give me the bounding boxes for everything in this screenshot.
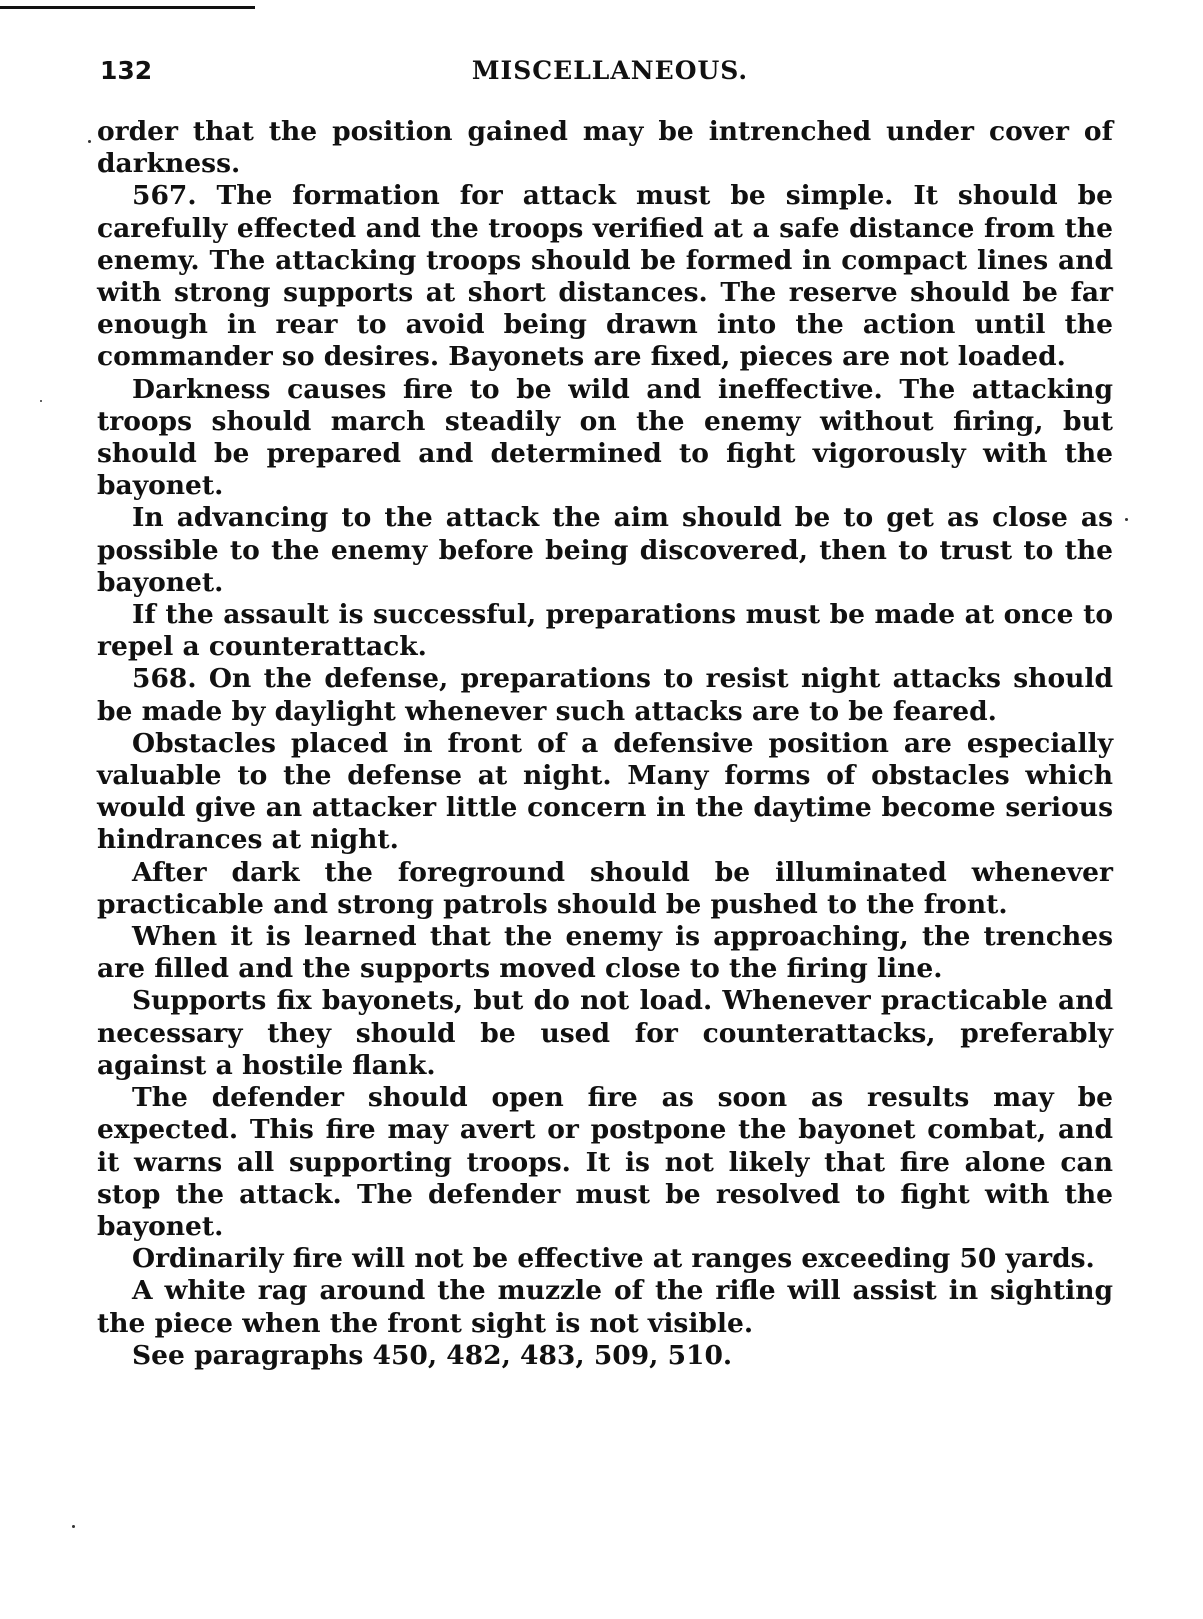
paragraph-text: The defender should open fire as soon as results may be expected. This fire may avert or postpone the bayonet combat, and it warns all supporting troops. It is not likely that fire alone can stop the attack. The defender must be resolved to fight with the bayonet.: [97, 1082, 1113, 1242]
paragraph: [97, 921, 1113, 985]
paragraph-text: A white rag around the muzzle of the rifle will assist in sighting the piece when the front sight is not visible.: [97, 1275, 1113, 1339]
print-speck: [88, 140, 91, 143]
paragraph: [97, 116, 1113, 180]
top-rule: [0, 6, 255, 9]
print-speck: [1125, 518, 1128, 521]
paragraph-text: On the defense, preparations to resist night attacks should be made by daylight whenever such attacks are to be feared.: [97, 663, 1113, 727]
paragraph-text: The formation for attack must be simple. It should be carefully effected and the troops verified at a safe distance from the enemy. The attacking troops should be formed in compact lines and with strong supports at short distances. The reserve should be far enough in rear to avoid being drawn into the action until the commander so desires. Bayonets are fixed, pieces are not loaded.: [97, 180, 1113, 373]
paragraph: [97, 857, 1113, 921]
paragraph-text: If the assault is successful, preparations must be made at once to repel a counterattack.: [97, 599, 1113, 663]
page-number: 132: [100, 56, 153, 85]
running-head: MISCELLANEOUS.: [471, 56, 749, 85]
paragraph-number: 567.: [132, 180, 197, 212]
paragraph-text: See paragraphs 450, 482, 483, 509, 510.: [132, 1339, 733, 1371]
paragraph-text: Darkness causes fire to be wild and ineffective. The attacking troops should march steadily on the enemy without firing, but should be prepared and determined to fight vigorously with the bayonet.: [97, 373, 1113, 502]
paragraph: [97, 728, 1113, 857]
paragraph: [97, 1275, 1113, 1339]
body-text: [97, 116, 1113, 1372]
paragraph: [97, 1340, 1113, 1372]
paragraph-text: After dark the foreground should be illuminated whenever practicable and strong patrols should be pushed to the front.: [97, 856, 1113, 920]
paragraph-text: In advancing to the attack the aim should be to get as close as possible to the enemy before being discovered, then to trust to the bayonet.: [97, 502, 1113, 598]
paragraph-number: 568.: [132, 663, 197, 695]
paragraph: [97, 1082, 1113, 1243]
page-header: [100, 56, 1120, 96]
paragraph-text: Obstacles placed in front of a defensive position are especially valuable to the defense at night. Many forms of obstacles which would give an attacker little concern in the daytime become serious hindrances at night.: [97, 727, 1113, 856]
paragraph-text: When it is learned that the enemy is approaching, the trenches are filled and the supports moved close to the firing line.: [97, 921, 1113, 985]
paragraph: [97, 1243, 1113, 1275]
paragraph: [97, 663, 1113, 727]
print-speck: [72, 1525, 75, 1528]
paragraph: [97, 180, 1113, 373]
paragraph-text: Ordinarily fire will not be effective at ranges exceeding 50 yards.: [132, 1243, 1095, 1275]
paragraph-text: order that the position gained may be intrenched under cover of darkness.: [97, 116, 1113, 180]
print-speck: [40, 400, 42, 402]
paragraph: [97, 502, 1113, 599]
paragraph: [97, 985, 1113, 1082]
paragraph-text: Supports fix bayonets, but do not load. Whenever practicable and necessary they should be used for counterattacks, preferably against a hostile flank.: [97, 985, 1113, 1081]
paragraph: [97, 599, 1113, 663]
paragraph: [97, 374, 1113, 503]
